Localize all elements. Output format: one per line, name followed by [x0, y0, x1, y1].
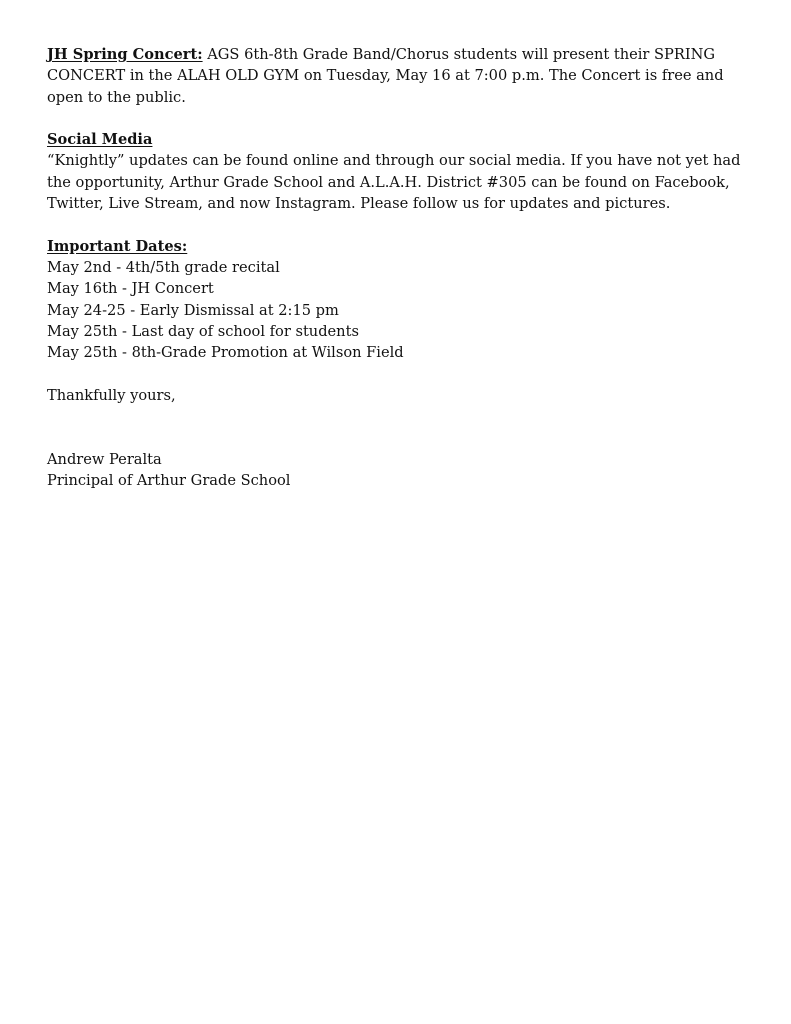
- date-item: May 16th - JH Concert: [47, 280, 214, 298]
- date-item: May 25th - Last day of school for students: [47, 322, 359, 340]
- concert-text: AGS 6th-8th Grade Band/Chorus students will present their SPRING CONCERT in the ALAH OLD GYM on Tuesday, May 16 at 7:00 p.m. The Concert is free and open to the public.: [47, 46, 724, 106]
- signature-title: Principal of Arthur Grade School: [47, 471, 291, 489]
- social-media-text: “Knightly” updates can be found online and through our social media. If you have not yet had the opportunity, Arthur Grade School and A.L.A.H. District #305 can be found on Facebook, Twitter, Live Stream, and now Instagram. Please follow us for updates and pictures.: [47, 152, 741, 213]
- important-dates-section: [47, 236, 757, 364]
- date-item: May 25th - 8th-Grade Promotion at Wilson Field: [47, 344, 404, 362]
- social-media-heading: Social Media: [47, 131, 153, 149]
- concert-section: [47, 44, 757, 108]
- concert-heading: JH Spring Concert:: [47, 46, 203, 63]
- letter-page: [47, 44, 757, 491]
- signature-block: [47, 449, 757, 492]
- date-item: May 2nd - 4th/5th grade recital: [47, 258, 280, 276]
- important-dates-heading: Important Dates:: [47, 237, 188, 255]
- closing: Thankfully yours,: [47, 386, 176, 404]
- signature-name: Andrew Peralta: [47, 450, 162, 468]
- date-item: May 24-25 - Early Dismissal at 2:15 pm: [47, 301, 339, 319]
- social-media-section: [47, 129, 757, 214]
- signature-gap: [47, 406, 757, 449]
